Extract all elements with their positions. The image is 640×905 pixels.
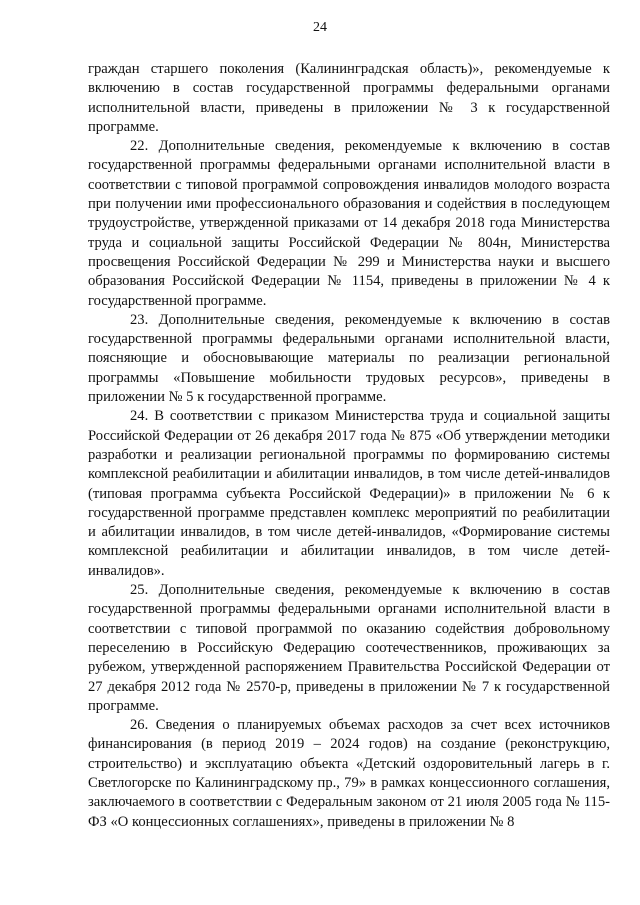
- page-number: 24: [313, 20, 327, 35]
- paragraph-22: 22. Дополнительные сведения, рекомендуемые к включению в состав государственной программы федеральными органами исполнительной власти в соответствии с типовой программой сопровождения инвалидов молодого возраста при получении ими профессионального образования и содействия в последующем трудоустройстве, утвержденной приказами от 14 декабря 2018 года Министерства труда и социальной защиты Российской Федерации № 804н, Министерства просвещения Российской Федерации № 299 и Министерства науки и высшего образования Российской Федерации № 1154, приведены в приложении № 4 к государственной программе.: [88, 138, 610, 309]
- paragraph-24: 24. В соответствии с приказом Министерства труда и социальной защиты Российской Федерации от 26 декабря 2017 года № 875 «Об утверждении методики разработки и реализации региональной программы по формированию системы комплексной реабилитации и абилитации инвалидов, в том числе детей-инвалидов (типовая программа субъекта Российской Федерации)» в приложении № 6 к государственной программе представлен комплекс мероприятий по реабилитации и абилитации инвалидов, в том числе детей-инвалидов, «Формирование системы комплексной реабилитации и абилитации инвалидов, в том числе детей-инвалидов».: [88, 408, 610, 579]
- document-body: [88, 60, 610, 832]
- paragraph-26: 26. Сведения о планируемых объемах расходов за счет всех источников финансирования (в период 2019 – 2024 годов) на создание (реконструкцию, строительство) и эксплуатацию объекта «Детский оздоровительный лагерь в г. Светлогорске по Калининградскому пр., 79» в рамках концессионного соглашения, заключаемого в соответствии с Федеральным законом от 21 июля 2005 года № 115-ФЗ «О концессионных соглашениях», приведены в приложении № 8: [88, 717, 610, 830]
- paragraph-continuation: граждан старшего поколения (Калининградская область)», рекомендуемые к включению в состав государственной программы федеральными органами исполнительной власти, приведены в приложении № 3 к государственной программе.: [88, 61, 610, 135]
- paragraph-23: 23. Дополнительные сведения, рекомендуемые к включению в состав государственной программы федеральными органами исполнительной власти, поясняющие и обосновывающие материалы по реализации региональной программы «Повышение мобильности трудовых ресурсов», приведены в приложении № 5 к государственной программе.: [88, 311, 610, 406]
- paragraph-25: 25. Дополнительные сведения, рекомендуемые к включению в состав государственной программы федеральными органами исполнительной власти в соответствии с типовой программой по оказанию содействия добровольному переселению в Российскую Федерацию соотечественников, проживающих за рубежом, утвержденной распоряжением Правительства Российской Федерации от 27 декабря 2012 года № 2570-р, приведены в приложении № 7 к государственной программе.: [88, 582, 610, 714]
